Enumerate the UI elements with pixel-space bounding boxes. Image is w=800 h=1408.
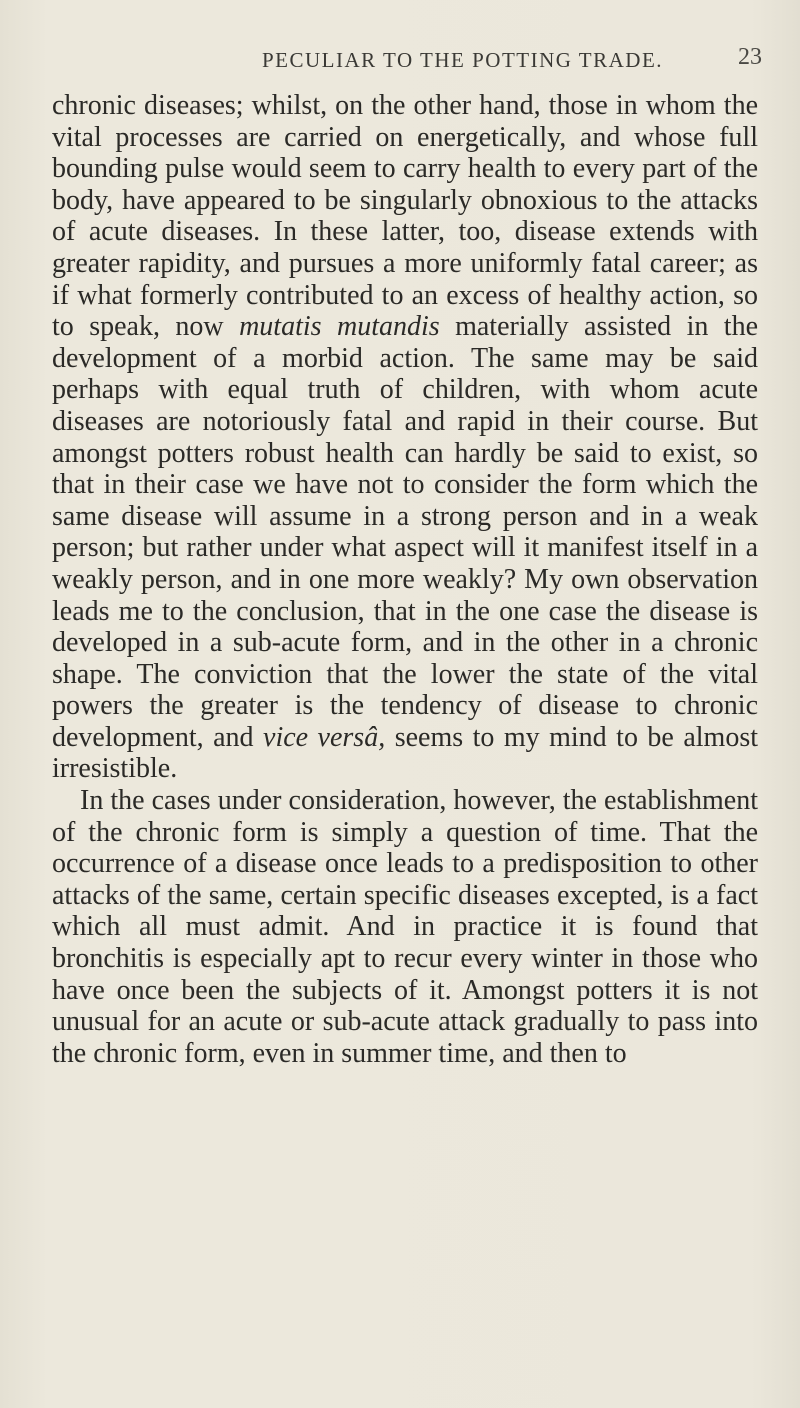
paragraph-2: In the cases under consideration, however, the establishment of the chronic form is simply a question of time. That the occurrence of a disease once leads to a predisposition to other attacks of the same, certain specific diseases excepted, is a fact which all must admit. And in practice it is found that bronchitis is especially apt to recur every winter in those who have once been the subjects of it. Amongst potters it is not unusual for an acute or sub-acute attack gradually to pass into the chronic form, even in summer time, and then to [52,785,758,1069]
paragraph-1-text-a: chronic diseases; whilst, on the other hand, those in whom the vital processes are carried on energetically, and whose full bounding pulse would seem to carry health to every part of the body, have appeared to be singularly obnoxious to the attacks of acute diseases. In these latter, too, disease extends with greater rapidity, and pursues a more uniformly fatal career; as if what formerly contributed to an excess of healthy action, so to speak, now [52,90,758,343]
paragraph-1-text-c: seems to my mind to be almost irresistible. [52,721,758,785]
paragraph-1-text-b: materially assisted in the development of a morbid action. The same may be said perhaps with equal truth of children, with whom acute diseases are notoriously fatal and rapid in their course. But amongst potters robust health can hardly be said to exist, so that in their case we have not to consider the form which the same disease will assume in a strong person and in a weak person; but rather under what aspect will it manifest itself in a weakly person, and in one more weakly? My own observation leads me to the conclusion, that in the one case the disease is developed in a sub-acute form, and in the other in a chronic shape. The conviction that the lower the state of the vital powers the greater is the tendency of disease to chronic development, and [52,311,758,753]
latin-phrase-mutatis-mutandis: mutatis mutandis [239,311,440,343]
paragraph-1 [52,90,758,785]
page-number: 23 [738,44,762,70]
latin-phrase-vice-versa: vice versâ, [263,721,386,753]
body-text [52,90,758,1069]
running-head: PECULIAR TO THE POTTING TRADE. [262,48,664,72]
